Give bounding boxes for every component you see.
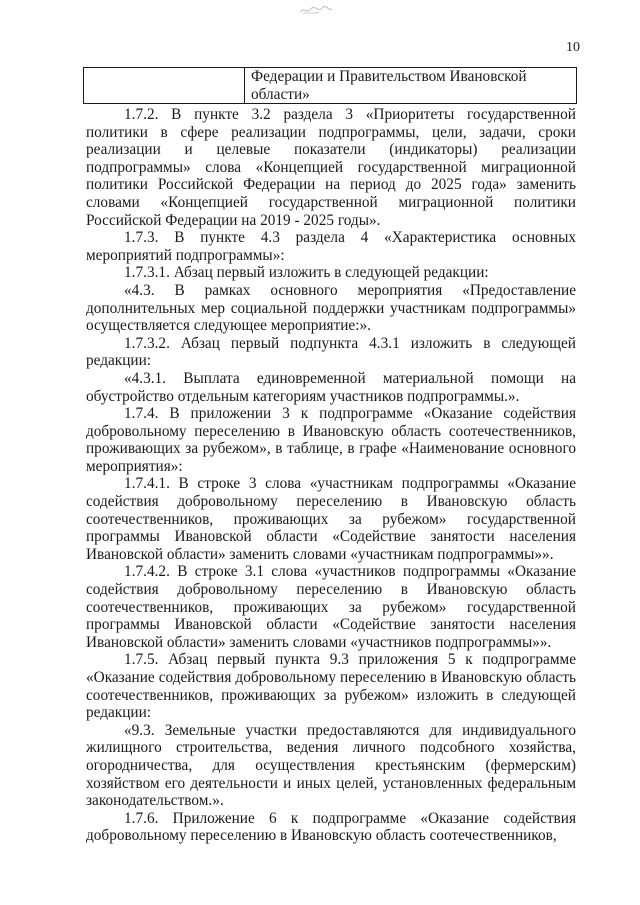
- paragraph-1-7-4-2: 1.7.4.2. В строке 3.1 слова «участников подпрограммы «Оказание содействия добровольному переселению в Ивановскую область соотечественников, проживающих за рубежом» государственной программы Ивановской области «Содействие занятости населения Ивановской области» заменить словами «участников подпрограммы»».: [86, 563, 576, 651]
- document-body: [86, 106, 576, 845]
- paragraph-1-7-3-1: 1.7.3.1. Абзац первый изложить в следующей редакции:: [124, 264, 489, 282]
- paragraph-quote-9-3: «9.3. Земельные участки предоставляются для индивидуального жилищного строительства, ведения личного подсобного хозяйства, огородничества, для осуществления крестьянским (фермерским) хозяйством его деятельности и иных целей, установленных федеральным законодательством.».: [86, 721, 576, 810]
- table-cell-empty: [84, 68, 245, 104]
- scan-mark-icon: [298, 4, 334, 16]
- table-fragment: [83, 67, 577, 104]
- paragraph-quote-4-3: «4.3. В рамках основного мероприятия «Предоставление дополнительных мер социальной поддержки участникам подпрограммы» осуществляется следующее мероприятие:».: [86, 281, 576, 335]
- paragraph-1-7-4-1: 1.7.4.1. В строке 3 слова «участникам подпрограммы «Оказание содействия добровольному переселению в Ивановскую область соотечественников, проживающих за рубежом» государственной программы Ивановской области «Содействие занятости населения Ивановской области» заменить словами «участникам подпрограммы»».: [86, 475, 576, 563]
- paragraph-1-7-2: 1.7.2. В пункте 3.2 раздела 3 «Приоритеты государственной политики в сфере реализации подпрограммы, цели, задачи, сроки реализации и целевые показатели (индикаторы) реализации подпрограммы» слова «Концепцией государственной миграционной политики Российской Федерации на период до 2025 года» заменить словами «Концепцией государственной миграционной политики Российской Федерации на 2019 - 2025 годы».: [86, 106, 576, 229]
- paragraph-1-7-4: 1.7.4. В приложении 3 к подпрограмме «Оказание содействия добровольному переселению в Ивановскую область соотечественников, проживающих за рубежом», в таблице, в графе «Наименование основного мероприятия»:: [86, 405, 576, 475]
- paragraph-quote-4-3-1: «4.3.1. Выплата единовременной материальной помощи на обустройство отдельным категориям участников подпрограммы.».: [86, 369, 576, 405]
- table-row: [84, 68, 577, 104]
- paragraph-1-7-5: 1.7.5. Абзац первый пункта 9.3 приложения 5 к подпрограмме «Оказание содействия добровольному переселению в Ивановскую область соотечественников, проживающих за рубежом» изложить в следующей редакции:: [86, 651, 576, 722]
- paragraph-1-7-3: 1.7.3. В пункте 4.3 раздела 4 «Характеристика основных мероприятий подпрограммы»:: [86, 229, 576, 264]
- page-number: 10: [566, 40, 580, 55]
- paragraph-1-7-3-2: 1.7.3.2. Абзац первый подпункта 4.3.1 изложить в следующей редакции:: [86, 334, 576, 370]
- table-cell-text: Федерации и Правительством Ивановской области»: [245, 68, 577, 104]
- paragraph-1-7-6: 1.7.6. Приложение 6 к подпрограмме «Оказание содействия добровольному переселению в Ивановскую область соотечественников,: [86, 809, 576, 845]
